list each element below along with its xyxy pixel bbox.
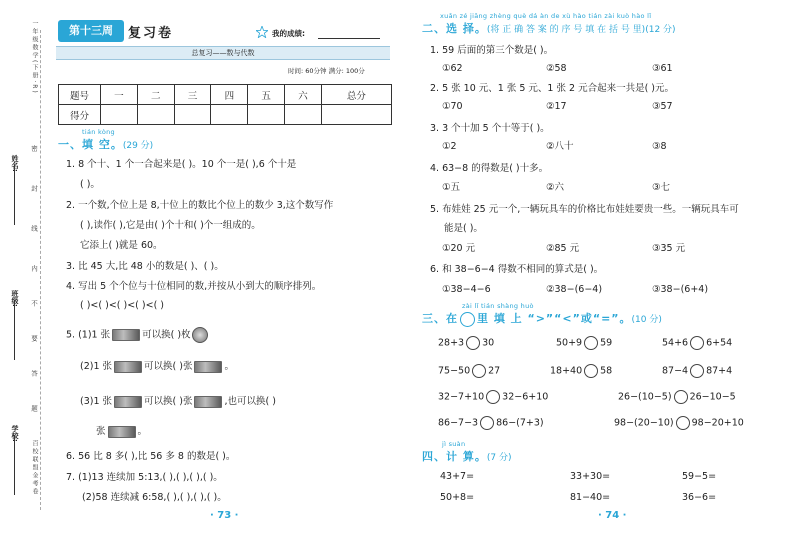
table-cell: 六 xyxy=(285,85,322,105)
page-number: · 74 · xyxy=(598,510,627,521)
mc-q2-opt[interactable]: ②17 xyxy=(546,101,567,112)
table-input-cell[interactable] xyxy=(321,105,391,125)
section2-title xyxy=(422,20,676,36)
compare-item xyxy=(618,390,736,404)
compare-right: 87+4 xyxy=(706,365,733,377)
compare-blank[interactable] xyxy=(690,336,704,350)
q5-part3-mid: 可以换( )张 xyxy=(144,396,193,407)
compare-item xyxy=(556,336,612,350)
compare-right: 58 xyxy=(600,365,613,377)
calc-item[interactable]: 36−6= xyxy=(682,492,717,503)
compare-blank[interactable] xyxy=(466,336,480,350)
q1-line1: 1. 8 个十、1 个一合起来是( )。10 个一是( ),6 个十是 xyxy=(66,159,297,170)
section4-pinyin: jì suàn xyxy=(442,440,466,448)
compare-right: 30 xyxy=(482,337,495,349)
binding-char: 封 xyxy=(30,185,38,194)
page-title: 复习卷 xyxy=(128,26,174,41)
mc-q3-opt[interactable]: ①2 xyxy=(442,141,457,152)
section3-title-pre: 三、在 xyxy=(422,312,458,325)
mc-q5-line2: 能是( )。 xyxy=(444,223,483,234)
page-number: · 73 · xyxy=(210,510,239,521)
mc-q6-opt[interactable]: ③38−(6+4) xyxy=(652,284,709,295)
name-line xyxy=(14,165,15,225)
mc-q3-opt[interactable]: ③8 xyxy=(652,141,667,152)
table-input-cell[interactable] xyxy=(101,105,138,125)
q7-line1: 7. (1)13 连续加 5:13,( ),( ),( ),( )。 xyxy=(66,472,223,483)
q5-part3-cont: 张 。 xyxy=(96,426,148,437)
table-cell: 三 xyxy=(174,85,211,105)
table-cell: 五 xyxy=(248,85,285,105)
compare-right: 27 xyxy=(488,365,501,377)
compare-blank[interactable] xyxy=(690,364,704,378)
compare-right: 86−(7+3) xyxy=(496,417,544,429)
mc-q6: 6. 和 38−6−4 得数不相同的算式是( )。 xyxy=(430,264,604,275)
compare-right: 32−6+10 xyxy=(502,391,549,403)
table-input-cell[interactable] xyxy=(211,105,248,125)
star-icon xyxy=(256,26,268,38)
compare-item xyxy=(662,364,732,378)
section1-pinyin: tián kòng xyxy=(82,128,115,136)
table-input-cell[interactable] xyxy=(285,105,322,125)
mc-q3-opt[interactable]: ②八十 xyxy=(546,141,574,152)
mc-q4: 4. 63−8 的得数是( )十多。 xyxy=(430,163,549,174)
q1-line2: ( )。 xyxy=(80,179,100,190)
compare-left: 98−(20−10) xyxy=(614,417,674,429)
mc-q2: 2. 5 张 10 元、1 张 5 元、1 张 2 元合起来一共是( )元。 xyxy=(430,83,675,94)
mc-q2-opt[interactable]: ①70 xyxy=(442,101,463,112)
q7-line2: (2)58 连续减 6:58,( ),( ),( ),( )。 xyxy=(82,492,227,503)
q5-part3-end: 张 xyxy=(96,426,106,437)
class-line xyxy=(14,300,15,360)
table-cell: 四 xyxy=(211,85,248,105)
compare-left: 50+9 xyxy=(556,337,583,349)
score-table xyxy=(58,84,392,125)
q4-line2: ( )<( )<( )<( )<( ) xyxy=(80,300,165,311)
mc-q4-opt[interactable]: ②六 xyxy=(546,182,565,193)
mc-q1-opt[interactable]: ②58 xyxy=(546,63,567,74)
calc-item[interactable]: 59−5= xyxy=(682,471,717,482)
calc-item[interactable]: 50+8= xyxy=(440,492,475,503)
q6: 6. 56 比 8 多( ),比 56 多 8 的数是( )。 xyxy=(66,451,236,462)
section2-points: (12 分) xyxy=(645,25,676,35)
q2-line3: 它添上( )就是 60。 xyxy=(80,240,163,251)
compare-item xyxy=(438,416,544,430)
mc-q2-opt[interactable]: ③57 xyxy=(652,101,673,112)
compare-blank[interactable] xyxy=(584,364,598,378)
section1-title-text: 一、填 空。 xyxy=(58,138,123,151)
binding-char: 答 xyxy=(30,370,38,379)
compare-left: 54+6 xyxy=(662,337,689,349)
banknote-image xyxy=(108,426,136,438)
mc-q4-opt[interactable]: ③七 xyxy=(652,182,671,193)
section2-pinyin: xuǎn zé jiāng zhèng què dá àn de xù hào tián zài kuò hào lǐ xyxy=(440,12,652,20)
q4-line1: 4. 写出 5 个个位与十位相同的数,并按从小到大的顺序排列。 xyxy=(66,281,322,292)
section2-title-text: 二、选 择。 xyxy=(422,22,487,35)
compare-blank[interactable] xyxy=(480,416,494,430)
compare-blank[interactable] xyxy=(486,390,500,404)
compare-left: 75−50 xyxy=(438,365,471,377)
score-label: 我的成绩: xyxy=(272,29,305,38)
binding-char: 内 xyxy=(30,265,38,274)
compare-item xyxy=(614,416,744,430)
section4-title-text: 四、计 算。 xyxy=(422,450,487,463)
mc-q1-opt[interactable]: ①62 xyxy=(442,63,463,74)
class-label: 班级: xyxy=(11,290,19,307)
subtitle-bar: 总复习——数与代数 xyxy=(56,46,390,60)
compare-right: 6+54 xyxy=(706,337,733,349)
compare-left: 28+3 xyxy=(438,337,465,349)
section3-title-post: 里 填 上 “>”“<”或“=”。 xyxy=(477,312,632,325)
binding-char: 要 xyxy=(30,335,38,344)
mc-q3: 3. 3 个十加 5 个十等于( )。 xyxy=(430,123,550,134)
table-score-row xyxy=(59,105,392,125)
compare-item xyxy=(438,336,494,350)
mc-q5-opt[interactable]: ②85 元 xyxy=(546,243,580,254)
binding-char: 密 xyxy=(30,145,38,154)
compare-right: 59 xyxy=(600,337,613,349)
banknote-image xyxy=(114,396,142,408)
table-header-row xyxy=(59,85,392,105)
compare-blank[interactable] xyxy=(472,364,486,378)
score-input[interactable] xyxy=(318,38,380,39)
compare-left: 18+40 xyxy=(550,365,583,377)
q5-part2: (2)1 张 可以换( )张 。 xyxy=(80,361,234,372)
time-info: 时间: 60分钟 满分: 100分 xyxy=(288,67,365,75)
section4-points: (7 分) xyxy=(486,453,512,463)
binding-dashed-line xyxy=(40,30,41,510)
name-label: 姓名: xyxy=(11,155,19,172)
table-input-cell[interactable] xyxy=(137,105,174,125)
section3-title xyxy=(422,310,662,327)
binding-char: 题 xyxy=(30,405,38,414)
compare-left: 32−7+10 xyxy=(438,391,485,403)
compare-left: 86−7−3 xyxy=(438,417,479,429)
q5-part3-pre: (3)1 张 xyxy=(80,396,113,407)
q5-part1-post: 可以换( )枚 xyxy=(142,329,191,341)
compare-item xyxy=(550,364,612,378)
mc-q6-opt[interactable]: ②38−(6−4) xyxy=(546,284,603,295)
section3-pinyin: zài lǐ tián shàng huò xyxy=(462,302,534,310)
banknote-image xyxy=(194,396,222,408)
table-input-cell[interactable] xyxy=(174,105,211,125)
table-cell: 得分 xyxy=(59,105,101,125)
compare-blank[interactable] xyxy=(674,390,688,404)
school-label: 学校: xyxy=(11,425,19,442)
q5-part1 xyxy=(66,327,209,343)
q5-part2-post: 可以换( )张 xyxy=(144,361,193,372)
compare-blank[interactable] xyxy=(584,336,598,350)
banknote-image xyxy=(112,329,140,341)
banknote-image xyxy=(194,361,222,373)
section2-subtitle: (将 正 确 答 案 的 序 号 填 在 括 号 里) xyxy=(486,25,646,35)
compare-blank[interactable] xyxy=(676,416,690,430)
q3: 3. 比 45 大,比 48 小的数是( )、( )。 xyxy=(66,261,224,272)
compare-left: 87−4 xyxy=(662,365,689,377)
q5-part2-pre: (2)1 张 xyxy=(80,361,113,372)
mc-q1: 1. 59 后面的第三个数是( )。 xyxy=(430,45,554,56)
mc-q4-opt[interactable]: ①五 xyxy=(442,182,461,193)
mc-q5-opt[interactable]: ①20 元 xyxy=(442,243,476,254)
table-cell: 题号 xyxy=(59,85,101,105)
table-input-cell[interactable] xyxy=(248,105,285,125)
q5-part3 xyxy=(80,395,276,408)
compare-left: 26−(10−5) xyxy=(618,391,672,403)
q5-part1-pre: 5. (1)1 张 xyxy=(66,329,111,341)
table-cell: 一 xyxy=(101,85,138,105)
binding-char: 线 xyxy=(30,225,38,234)
compare-item xyxy=(438,390,548,404)
calc-item[interactable]: 81−40= xyxy=(570,492,611,503)
binding-grade-label: 一年级数学(下册·R) xyxy=(31,20,38,95)
q2-line1: 2. 一个数,个位上是 8,十位上的数比个位上的数少 3,这个数写作 xyxy=(66,200,334,211)
q5-part3-post: ,也可以换( ) xyxy=(224,396,276,407)
table-cell: 总分 xyxy=(321,85,391,105)
coin-image xyxy=(192,327,208,343)
section3-points: (10 分) xyxy=(631,315,662,325)
calc-item[interactable]: 33+30= xyxy=(570,471,611,482)
section4-title xyxy=(422,448,511,464)
compare-item xyxy=(662,336,732,350)
binding-char: 不 xyxy=(30,300,38,309)
mc-q6-opt[interactable]: ①38−4−6 xyxy=(442,284,491,295)
mc-q5-opt[interactable]: ③35 元 xyxy=(652,243,686,254)
compare-item xyxy=(438,364,500,378)
calc-item[interactable]: 43+7= xyxy=(440,471,475,482)
binding-brand-label: 百校联盟金考卷 xyxy=(31,440,38,496)
q2-line2: ( ),读作( ),它是由( )个十和( )个一组成的。 xyxy=(80,220,261,231)
mc-q5-line1: 5. 布娃娃 25 元一个,一辆玩具车的价格比布娃娃要贵一些。一辆玩具车可 xyxy=(430,204,739,215)
table-cell: 二 xyxy=(137,85,174,105)
school-line xyxy=(14,435,15,495)
circle-icon xyxy=(460,312,475,327)
compare-right: 26−10−5 xyxy=(689,391,736,403)
mc-q1-opt[interactable]: ③61 xyxy=(652,63,673,74)
week-badge: 第十三周 xyxy=(58,20,124,42)
section1-title xyxy=(58,136,153,152)
banknote-image xyxy=(114,361,142,373)
compare-right: 98−20+10 xyxy=(691,417,744,429)
right-page xyxy=(400,0,800,535)
section1-points: (29 分) xyxy=(122,141,154,151)
